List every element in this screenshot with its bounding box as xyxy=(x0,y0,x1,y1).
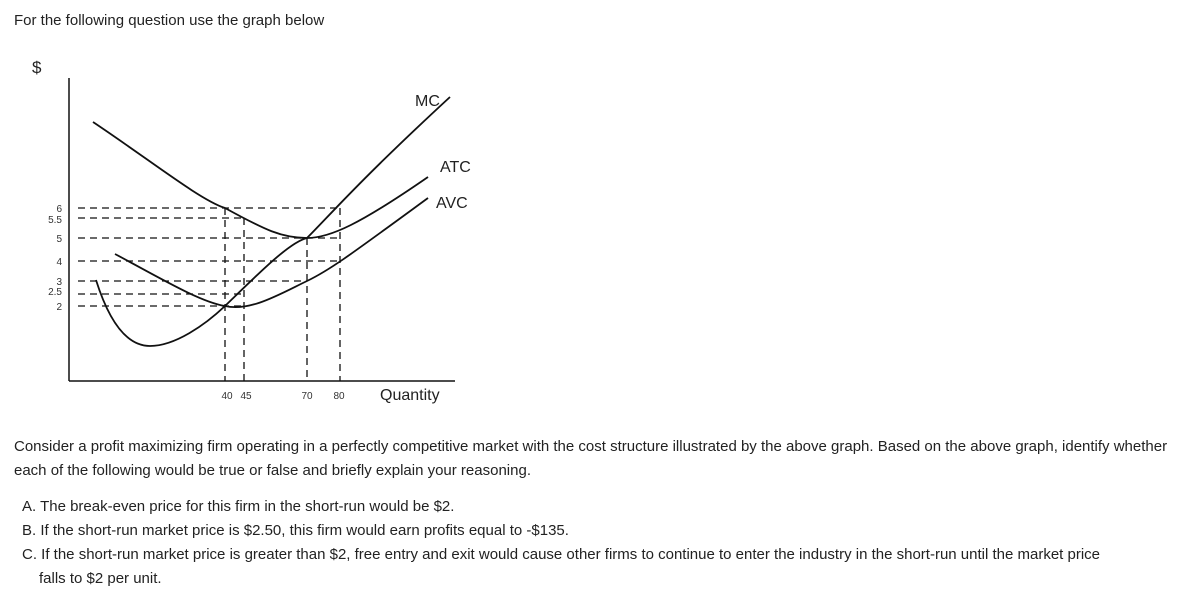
series-label-avc: AVC xyxy=(436,195,468,212)
intro-text: For the following question use the graph below xyxy=(14,12,325,29)
y-tick-label: 2 xyxy=(56,302,62,313)
x-tick-label: 70 xyxy=(301,391,313,402)
y-tick-label: 5 xyxy=(56,234,62,245)
y-tick-label: 5.5 xyxy=(48,215,62,226)
y-axis-label: $ xyxy=(32,58,42,77)
y-tick-label: 3 xyxy=(56,277,62,288)
series-label-mc: MC xyxy=(415,93,440,110)
x-axis-label: Quantity xyxy=(380,387,440,404)
x-tick-label: 40 xyxy=(221,391,233,402)
option-a-text: A. The break-even price for this firm in the short-run would be $2. xyxy=(22,498,455,515)
avc-curve xyxy=(115,198,428,307)
y-tick-label: 4 xyxy=(56,257,62,268)
y-tick-label: 2.5 xyxy=(48,287,62,298)
y-tick-label: 6 xyxy=(56,204,62,215)
question-paragraph: Consider a profit maximizing firm operating in a perfectly competitive market with the cost structure illustrated by the above graph. Based on the above graph, identify whether each of the following would be true or false and briefly explain your reasoning. xyxy=(14,438,1168,479)
option-c-text: C. If the short-run market price is greater than $2, free entry and exit would cause other firms to continue to enter the industry in the short-run until the market price xyxy=(22,546,1101,563)
x-tick-label: 80 xyxy=(333,391,345,402)
atc-curve xyxy=(93,122,428,238)
option-b-text: B. If the short-run market price is $2.50, this firm would earn profits equal to -$135. xyxy=(22,522,569,539)
answer-options xyxy=(22,495,1187,591)
horizontal-guides xyxy=(78,208,340,306)
cost-curves-chart xyxy=(0,40,500,420)
x-tick-label: 45 xyxy=(240,391,252,402)
option-c-continuation: falls to $2 per unit. xyxy=(39,570,162,587)
option-c xyxy=(22,543,1187,591)
series-label-atc: ATC xyxy=(440,159,471,176)
option-b xyxy=(22,519,1187,543)
option-a xyxy=(22,495,1187,519)
